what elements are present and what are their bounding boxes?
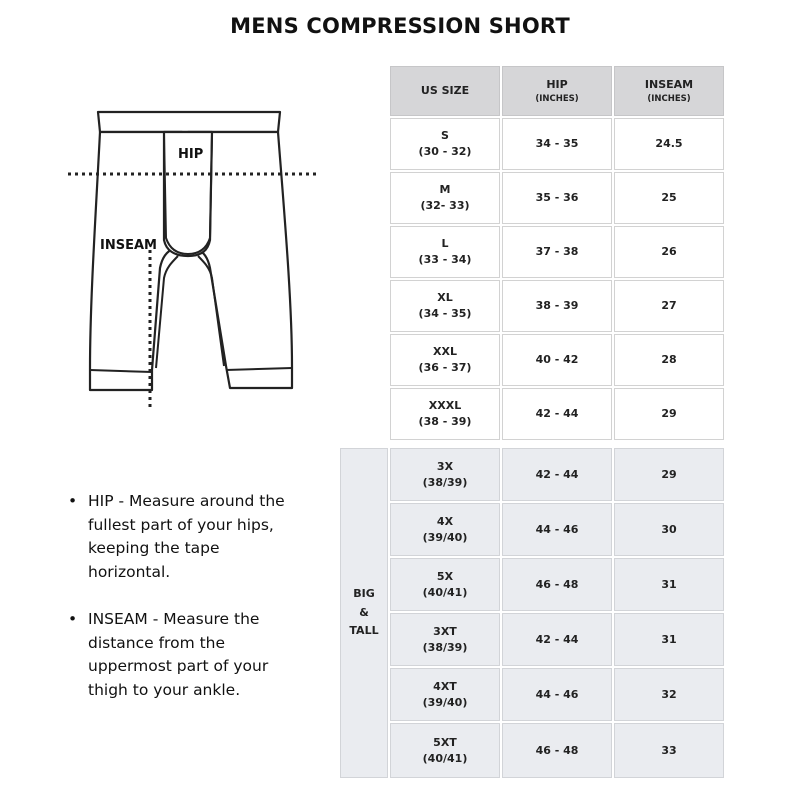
size-name: 5X: [436, 569, 454, 583]
size-cell: [390, 558, 500, 611]
header-main: US SIZE: [420, 84, 470, 98]
hip-label: HIP: [178, 147, 204, 162]
size-range: (40/41): [422, 585, 468, 599]
hip-cell: 40 - 42: [502, 334, 612, 386]
size-range: (34 - 35): [418, 307, 472, 320]
size-name: 3XT: [433, 624, 457, 638]
size-name: XXL: [433, 345, 457, 359]
size-range: (38/39): [422, 640, 468, 654]
hip-cell: 37 - 38: [502, 226, 612, 278]
inseam-cell: 30: [614, 503, 724, 556]
hip-cell: 42 - 44: [502, 448, 612, 501]
hip-cell: 35 - 36: [502, 172, 612, 224]
inseam-cell: 28: [614, 334, 724, 386]
inseam-cell: 26: [614, 226, 724, 278]
inseam-cell: 29: [614, 388, 724, 440]
size-name: M: [439, 183, 451, 197]
note-inseam: [66, 608, 306, 702]
size-cell: [390, 613, 500, 666]
big-tall-label: [340, 448, 388, 778]
size-range: (38 - 39): [418, 415, 472, 428]
header-us-size: [390, 66, 500, 116]
size-cell: [390, 118, 500, 170]
size-range: (36 - 37): [418, 361, 472, 374]
measurement-notes: [66, 490, 306, 726]
inseam-cell: 27: [614, 280, 724, 332]
inseam-cell: 25: [614, 172, 724, 224]
hip-cell: 46 - 48: [502, 723, 612, 778]
hip-cell: 38 - 39: [502, 280, 612, 332]
inseam-cell: 31: [614, 558, 724, 611]
size-range: (40/41): [422, 751, 468, 765]
inseam-label: INSEAM: [100, 238, 157, 253]
size-cell: [390, 503, 500, 556]
size-cell: [390, 668, 500, 721]
header-hip: [502, 66, 612, 116]
size-range: (39/40): [422, 530, 468, 544]
size-range: (38/39): [422, 475, 468, 489]
size-name: 4XT: [433, 679, 457, 693]
hip-cell: 44 - 46: [502, 668, 612, 721]
header-main: INSEAM: [644, 77, 694, 91]
inseam-cell: 32: [614, 668, 724, 721]
note-text: INSEAM - Measure the distance from the uppermost part of your thigh to your ankle.: [88, 610, 269, 699]
size-name: 5XT: [433, 735, 457, 749]
note-hip: [66, 490, 306, 584]
shorts-diagram: [60, 100, 330, 420]
size-name: L: [441, 237, 449, 251]
size-range: (32- 33): [420, 199, 470, 212]
size-cell: [390, 226, 500, 278]
size-name: 4X: [436, 514, 454, 528]
big-tall-word: &: [359, 605, 369, 619]
bullet-icon: •: [68, 492, 78, 510]
size-cell: [390, 280, 500, 332]
big-tall-word: TALL: [349, 624, 379, 638]
header-sub: (INCHES): [647, 93, 691, 104]
hip-cell: 42 - 44: [502, 388, 612, 440]
size-range: (30 - 32): [418, 145, 472, 158]
hip-cell: 34 - 35: [502, 118, 612, 170]
size-name: 3X: [436, 459, 454, 473]
header-main: HIP: [546, 77, 568, 91]
size-name: XL: [437, 291, 453, 305]
page-title: MENS COMPRESSION SHORT: [230, 14, 570, 38]
inseam-cell: 31: [614, 613, 724, 666]
size-name: S: [441, 129, 449, 143]
inseam-cell: 29: [614, 448, 724, 501]
size-cell: [390, 388, 500, 440]
size-cell: [390, 723, 500, 778]
size-name: XXXL: [428, 399, 462, 413]
hip-cell: 46 - 48: [502, 558, 612, 611]
size-range: (33 - 34): [418, 253, 472, 266]
inseam-cell: 24.5: [614, 118, 724, 170]
size-range: (39/40): [422, 695, 468, 709]
header-sub: (INCHES): [535, 93, 579, 104]
bullet-icon: •: [68, 610, 78, 629]
big-tall-word: BIG: [353, 586, 375, 600]
hip-cell: 44 - 46: [502, 503, 612, 556]
size-cell: [390, 172, 500, 224]
size-cell: [390, 448, 500, 501]
note-text: HIP - Measure around the fullest part of your hips, keeping the tape horizontal.: [88, 492, 285, 581]
header-inseam: [614, 66, 724, 116]
inseam-cell: 33: [614, 723, 724, 778]
hip-cell: 42 - 44: [502, 613, 612, 666]
size-cell: [390, 334, 500, 386]
